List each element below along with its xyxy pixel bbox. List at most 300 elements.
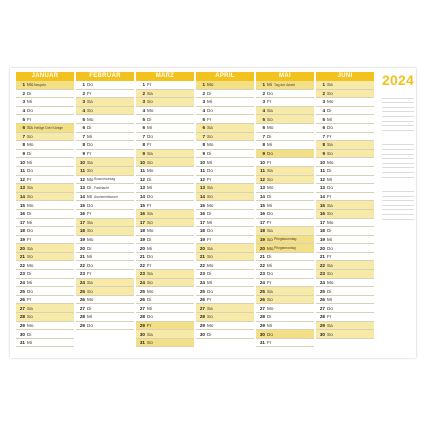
day-number: 10 (199, 159, 205, 165)
weekday: Do (327, 125, 333, 131)
day-row (136, 296, 194, 305)
day-row (256, 158, 314, 167)
day-row (196, 90, 254, 99)
day-row (16, 210, 74, 219)
day-number: 20 (319, 245, 325, 251)
day-row (256, 287, 314, 296)
month-header: JUNI (316, 72, 374, 81)
day-number: 5 (142, 116, 145, 122)
day-row (316, 133, 374, 142)
day-number: 9 (22, 151, 25, 157)
day-number: 28 (259, 314, 265, 320)
day-number: 11 (320, 168, 325, 174)
day-number: 23 (19, 271, 25, 277)
weekday: Sa (267, 108, 273, 114)
day-row (16, 244, 74, 253)
weekday: Mo (207, 202, 214, 208)
day-number: 11 (20, 168, 25, 174)
day-number: 29 (259, 322, 265, 328)
day-note: Pfingstmontag (274, 246, 296, 251)
day-row (196, 184, 254, 193)
day-row (16, 236, 74, 245)
weekday: Do (327, 305, 333, 311)
weekday: Sa (147, 211, 153, 217)
day-number: 24 (319, 279, 325, 285)
weekday: Fr (327, 133, 332, 139)
day-row (76, 244, 134, 253)
weekday: Sa (27, 125, 33, 131)
day-number: 21 (79, 254, 85, 260)
weekday: Di (207, 211, 212, 217)
day-row (76, 219, 134, 228)
weekday: Mi (207, 99, 212, 105)
day-row (136, 115, 194, 124)
weekday: Di (27, 211, 32, 217)
weekday: Do (147, 254, 153, 260)
weekday: Fr (207, 297, 212, 303)
day-number: 3 (142, 99, 145, 105)
weekday: Mo (207, 82, 214, 88)
day-number: 13 (79, 185, 85, 191)
day-row (76, 150, 134, 159)
day-row (256, 219, 314, 228)
day-row (136, 81, 194, 90)
day-row (196, 270, 254, 279)
weekday: Fr (327, 314, 332, 320)
day-number: 9 (262, 151, 265, 157)
day-number: 15 (79, 202, 85, 208)
day-row (196, 313, 254, 322)
day-number: 29 (319, 322, 325, 328)
day-number: 24 (19, 279, 25, 285)
day-row (136, 193, 194, 202)
weekday: Fr (27, 297, 32, 303)
day-number: 9 (142, 151, 145, 157)
weekday: Mi (27, 159, 32, 165)
weekday: Fr (147, 142, 152, 148)
day-row (316, 279, 374, 288)
day-row (16, 322, 74, 331)
day-note: Heilige Drei Könige (34, 125, 64, 130)
weekday: Fr (87, 271, 92, 277)
weekday: So (267, 297, 273, 303)
day-number: 24 (259, 279, 265, 285)
weekday: Di (207, 151, 212, 157)
day-number: 15 (259, 202, 265, 208)
day-row (196, 219, 254, 228)
day-row (316, 115, 374, 124)
day-row (16, 339, 74, 348)
weekday: Do (267, 90, 273, 96)
day-row (196, 244, 254, 253)
day-number: 27 (79, 305, 85, 311)
day-row (256, 261, 314, 270)
day-number: 20 (79, 245, 85, 251)
day-row (16, 287, 74, 296)
day-number: 14 (79, 194, 85, 200)
day-number: 17 (319, 219, 325, 225)
day-row (256, 296, 314, 305)
weekday: Di (327, 288, 332, 294)
day-row (316, 219, 374, 228)
day-row (196, 296, 254, 305)
day-number: 21 (259, 254, 265, 260)
day-number: 9 (202, 151, 205, 157)
weekday: Mo (207, 262, 214, 268)
day-row (256, 339, 314, 348)
day-row (256, 150, 314, 159)
day-number: 8 (262, 142, 265, 148)
weekday: Di (27, 271, 32, 277)
weekday: Di (327, 168, 332, 174)
weekday: So (27, 314, 33, 320)
day-number: 26 (319, 297, 325, 303)
day-number: 29 (199, 322, 205, 328)
weekday: So (87, 108, 93, 114)
side-block (382, 141, 414, 178)
day-row (316, 296, 374, 305)
day-row (316, 184, 374, 193)
day-row (196, 98, 254, 107)
month-column (16, 72, 74, 347)
day-row (76, 270, 134, 279)
day-note: Tag der Arbeit (274, 82, 295, 87)
day-number: 11 (140, 168, 145, 174)
month-column (76, 72, 134, 347)
day-row (76, 287, 134, 296)
day-row (76, 176, 134, 185)
day-number: 17 (79, 219, 85, 225)
day-row (76, 227, 134, 236)
weekday: So (27, 194, 33, 200)
weekday: Fr (147, 262, 152, 268)
day-row (16, 313, 74, 322)
day-number: 26 (259, 297, 265, 303)
day-row (16, 158, 74, 167)
day-row (16, 201, 74, 210)
day-note: Rosenmontag (94, 177, 116, 182)
day-row (16, 90, 74, 99)
day-number: 8 (82, 142, 85, 148)
weekday: Di (267, 194, 272, 200)
day-number: 10 (19, 159, 25, 165)
day-number: 15 (19, 202, 25, 208)
weekday: Do (147, 194, 153, 200)
day-number: 27 (319, 305, 325, 311)
day-row (16, 167, 74, 176)
day-row (136, 227, 194, 236)
day-row (196, 287, 254, 296)
weekday: Fr (87, 211, 92, 217)
weekday: So (267, 236, 273, 242)
weekday: Mo (267, 185, 274, 191)
day-note: Neujahr (34, 82, 46, 87)
day-number: 3 (262, 99, 265, 105)
weekday: Mi (147, 125, 152, 131)
day-number: 12 (199, 176, 205, 182)
day-row (316, 287, 374, 296)
weekday: Sa (147, 271, 153, 277)
weekday: Di (87, 305, 92, 311)
weekday: Fr (207, 176, 212, 182)
weekday: Sa (267, 228, 273, 234)
day-row (136, 304, 194, 313)
day-number: 26 (199, 297, 205, 303)
day-number: 30 (19, 331, 25, 337)
day-row (16, 124, 74, 133)
weekday: Mi (87, 194, 92, 200)
month-header: MÄRZ (136, 72, 194, 81)
day-number: 30 (319, 331, 325, 337)
day-row (76, 184, 134, 193)
day-row (136, 279, 194, 288)
weekday: So (147, 279, 153, 285)
weekday: Mi (267, 142, 272, 148)
day-number: 20 (139, 245, 145, 251)
weekday: Sa (27, 305, 33, 311)
month-header: MAI (256, 72, 314, 81)
day-row (76, 261, 134, 270)
day-number: 22 (259, 262, 265, 268)
weekday: Di (207, 271, 212, 277)
day-row (316, 270, 374, 279)
weekday: Mo (27, 82, 34, 88)
weekday: Fr (267, 340, 272, 346)
day-number: 12 (139, 176, 145, 182)
weekday: So (327, 90, 333, 96)
weekday: Mo (87, 176, 94, 182)
day-number: 4 (22, 108, 25, 114)
day-number: 8 (322, 142, 325, 148)
weekday: Do (267, 331, 273, 337)
day-row (256, 115, 314, 124)
day-number: 19 (139, 236, 145, 242)
weekday: So (87, 228, 93, 234)
day-row (76, 90, 134, 99)
day-row (76, 253, 134, 262)
day-number: 30 (139, 331, 145, 337)
weekday: Mo (87, 236, 94, 242)
day-number: 14 (199, 194, 205, 200)
day-number: 27 (19, 305, 25, 311)
weekday: Di (267, 133, 272, 139)
day-row (196, 124, 254, 133)
weekday: Mi (207, 279, 212, 285)
day-number: 20 (19, 245, 25, 251)
weekday: Do (87, 82, 93, 88)
weekday: Mi (207, 219, 212, 225)
weekday: Mi (267, 262, 272, 268)
weekday: Sa (327, 142, 333, 148)
day-row (136, 124, 194, 133)
day-number: 18 (79, 228, 85, 234)
day-row (196, 261, 254, 270)
day-number: 18 (19, 228, 25, 234)
day-row (136, 98, 194, 107)
weekday: Di (87, 185, 92, 191)
day-number: 12 (19, 176, 25, 182)
day-number: 24 (199, 279, 205, 285)
day-row (76, 141, 134, 150)
day-number: 25 (319, 288, 325, 294)
weekday: Sa (207, 185, 213, 191)
weekday: Sa (87, 99, 93, 105)
day-row (136, 90, 194, 99)
weekday: So (147, 99, 153, 105)
side-block (382, 94, 414, 131)
day-number: 4 (82, 108, 85, 114)
weekday: Mo (27, 202, 34, 208)
day-row (136, 287, 194, 296)
day-number: 6 (82, 125, 85, 131)
day-row (16, 184, 74, 193)
day-row (136, 150, 194, 159)
weekday: Do (327, 185, 333, 191)
day-number: 27 (199, 305, 205, 311)
day-number: 21 (19, 254, 25, 260)
day-row (256, 236, 314, 245)
day-row (16, 115, 74, 124)
weekday: Fr (27, 176, 32, 182)
day-number: 1 (262, 82, 265, 88)
weekday: Di (267, 314, 272, 320)
day-row (256, 141, 314, 150)
day-row (16, 279, 74, 288)
day-row (196, 227, 254, 236)
weekday: Mi (87, 133, 92, 139)
weekday: So (267, 176, 273, 182)
day-number: 1 (82, 82, 85, 88)
weekday: Mi (207, 159, 212, 165)
day-number: 5 (202, 116, 205, 122)
day-number: 29 (79, 322, 85, 328)
day-row (196, 167, 254, 176)
day-row (16, 219, 74, 228)
day-number: 30 (259, 331, 265, 337)
day-row (76, 133, 134, 142)
day-number: 1 (142, 82, 145, 88)
weekday: Fr (87, 90, 92, 96)
weekday: Mo (267, 125, 274, 131)
day-number: 3 (82, 99, 85, 105)
weekday: Sa (207, 125, 213, 131)
day-row (16, 81, 74, 90)
day-row (316, 193, 374, 202)
day-row (196, 201, 254, 210)
day-number: 13 (319, 185, 325, 191)
weekday: Fr (27, 116, 32, 122)
day-number: 19 (79, 236, 85, 242)
weekday: Do (207, 168, 213, 174)
day-number: 25 (79, 288, 85, 294)
day-number: 10 (139, 159, 145, 165)
day-number: 7 (142, 133, 145, 139)
day-number: 18 (259, 228, 265, 234)
day-row (196, 210, 254, 219)
day-row (196, 107, 254, 116)
day-number: 11 (260, 168, 265, 174)
weekday: Do (267, 151, 273, 157)
day-number: 22 (319, 262, 325, 268)
day-number: 28 (199, 314, 205, 320)
weekday: Mo (87, 297, 94, 303)
weekday: Di (147, 297, 152, 303)
weekday: So (327, 271, 333, 277)
day-row (196, 150, 254, 159)
day-number: 16 (319, 211, 325, 217)
weekday: Sa (87, 279, 93, 285)
weekday: Mi (87, 254, 92, 260)
weekday: Fr (207, 116, 212, 122)
weekday: So (147, 159, 153, 165)
weekday: Di (327, 108, 332, 114)
day-row (256, 167, 314, 176)
weekday: Mi (147, 185, 152, 191)
day-number: 23 (199, 271, 205, 277)
weekday: So (87, 288, 93, 294)
day-row (256, 304, 314, 313)
day-row (316, 81, 374, 90)
day-number: 19 (319, 236, 325, 242)
day-row (256, 244, 314, 253)
day-number: 5 (82, 116, 85, 122)
weekday: So (27, 254, 33, 260)
day-number: 8 (142, 142, 145, 148)
year-title: 2024 (382, 72, 414, 88)
day-row (316, 253, 374, 262)
weekday: Fr (267, 159, 272, 165)
day-row (316, 330, 374, 339)
weekday: Fr (207, 236, 212, 242)
day-note: Fastnacht (94, 185, 109, 190)
day-row (136, 219, 194, 228)
day-number: 13 (139, 185, 145, 191)
weekday: Mi (87, 314, 92, 320)
day-number: 4 (142, 108, 145, 114)
day-number: 22 (199, 262, 205, 268)
weekday: Di (27, 331, 32, 337)
day-number: 25 (259, 288, 265, 294)
day-row (316, 227, 374, 236)
day-row (136, 176, 194, 185)
day-number: 21 (139, 254, 145, 260)
day-row (136, 236, 194, 245)
day-number: 18 (319, 228, 325, 234)
day-row (256, 227, 314, 236)
weekday: Mo (267, 305, 274, 311)
day-row (316, 313, 374, 322)
day-row (76, 201, 134, 210)
weekday: Sa (87, 159, 93, 165)
weekday: Do (267, 211, 273, 217)
day-number: 27 (259, 305, 265, 311)
weekday: Fr (327, 254, 332, 260)
day-row (256, 253, 314, 262)
day-row (16, 98, 74, 107)
day-row (256, 81, 314, 90)
day-row (256, 330, 314, 339)
day-row (16, 296, 74, 305)
day-row (16, 141, 74, 150)
day-number: 16 (79, 211, 85, 217)
weekday: Fr (147, 202, 152, 208)
weekday: Mo (27, 262, 34, 268)
weekday: Mo (147, 228, 154, 234)
day-row (16, 176, 74, 185)
day-row (136, 244, 194, 253)
weekday: So (27, 133, 33, 139)
month-column (136, 72, 194, 347)
